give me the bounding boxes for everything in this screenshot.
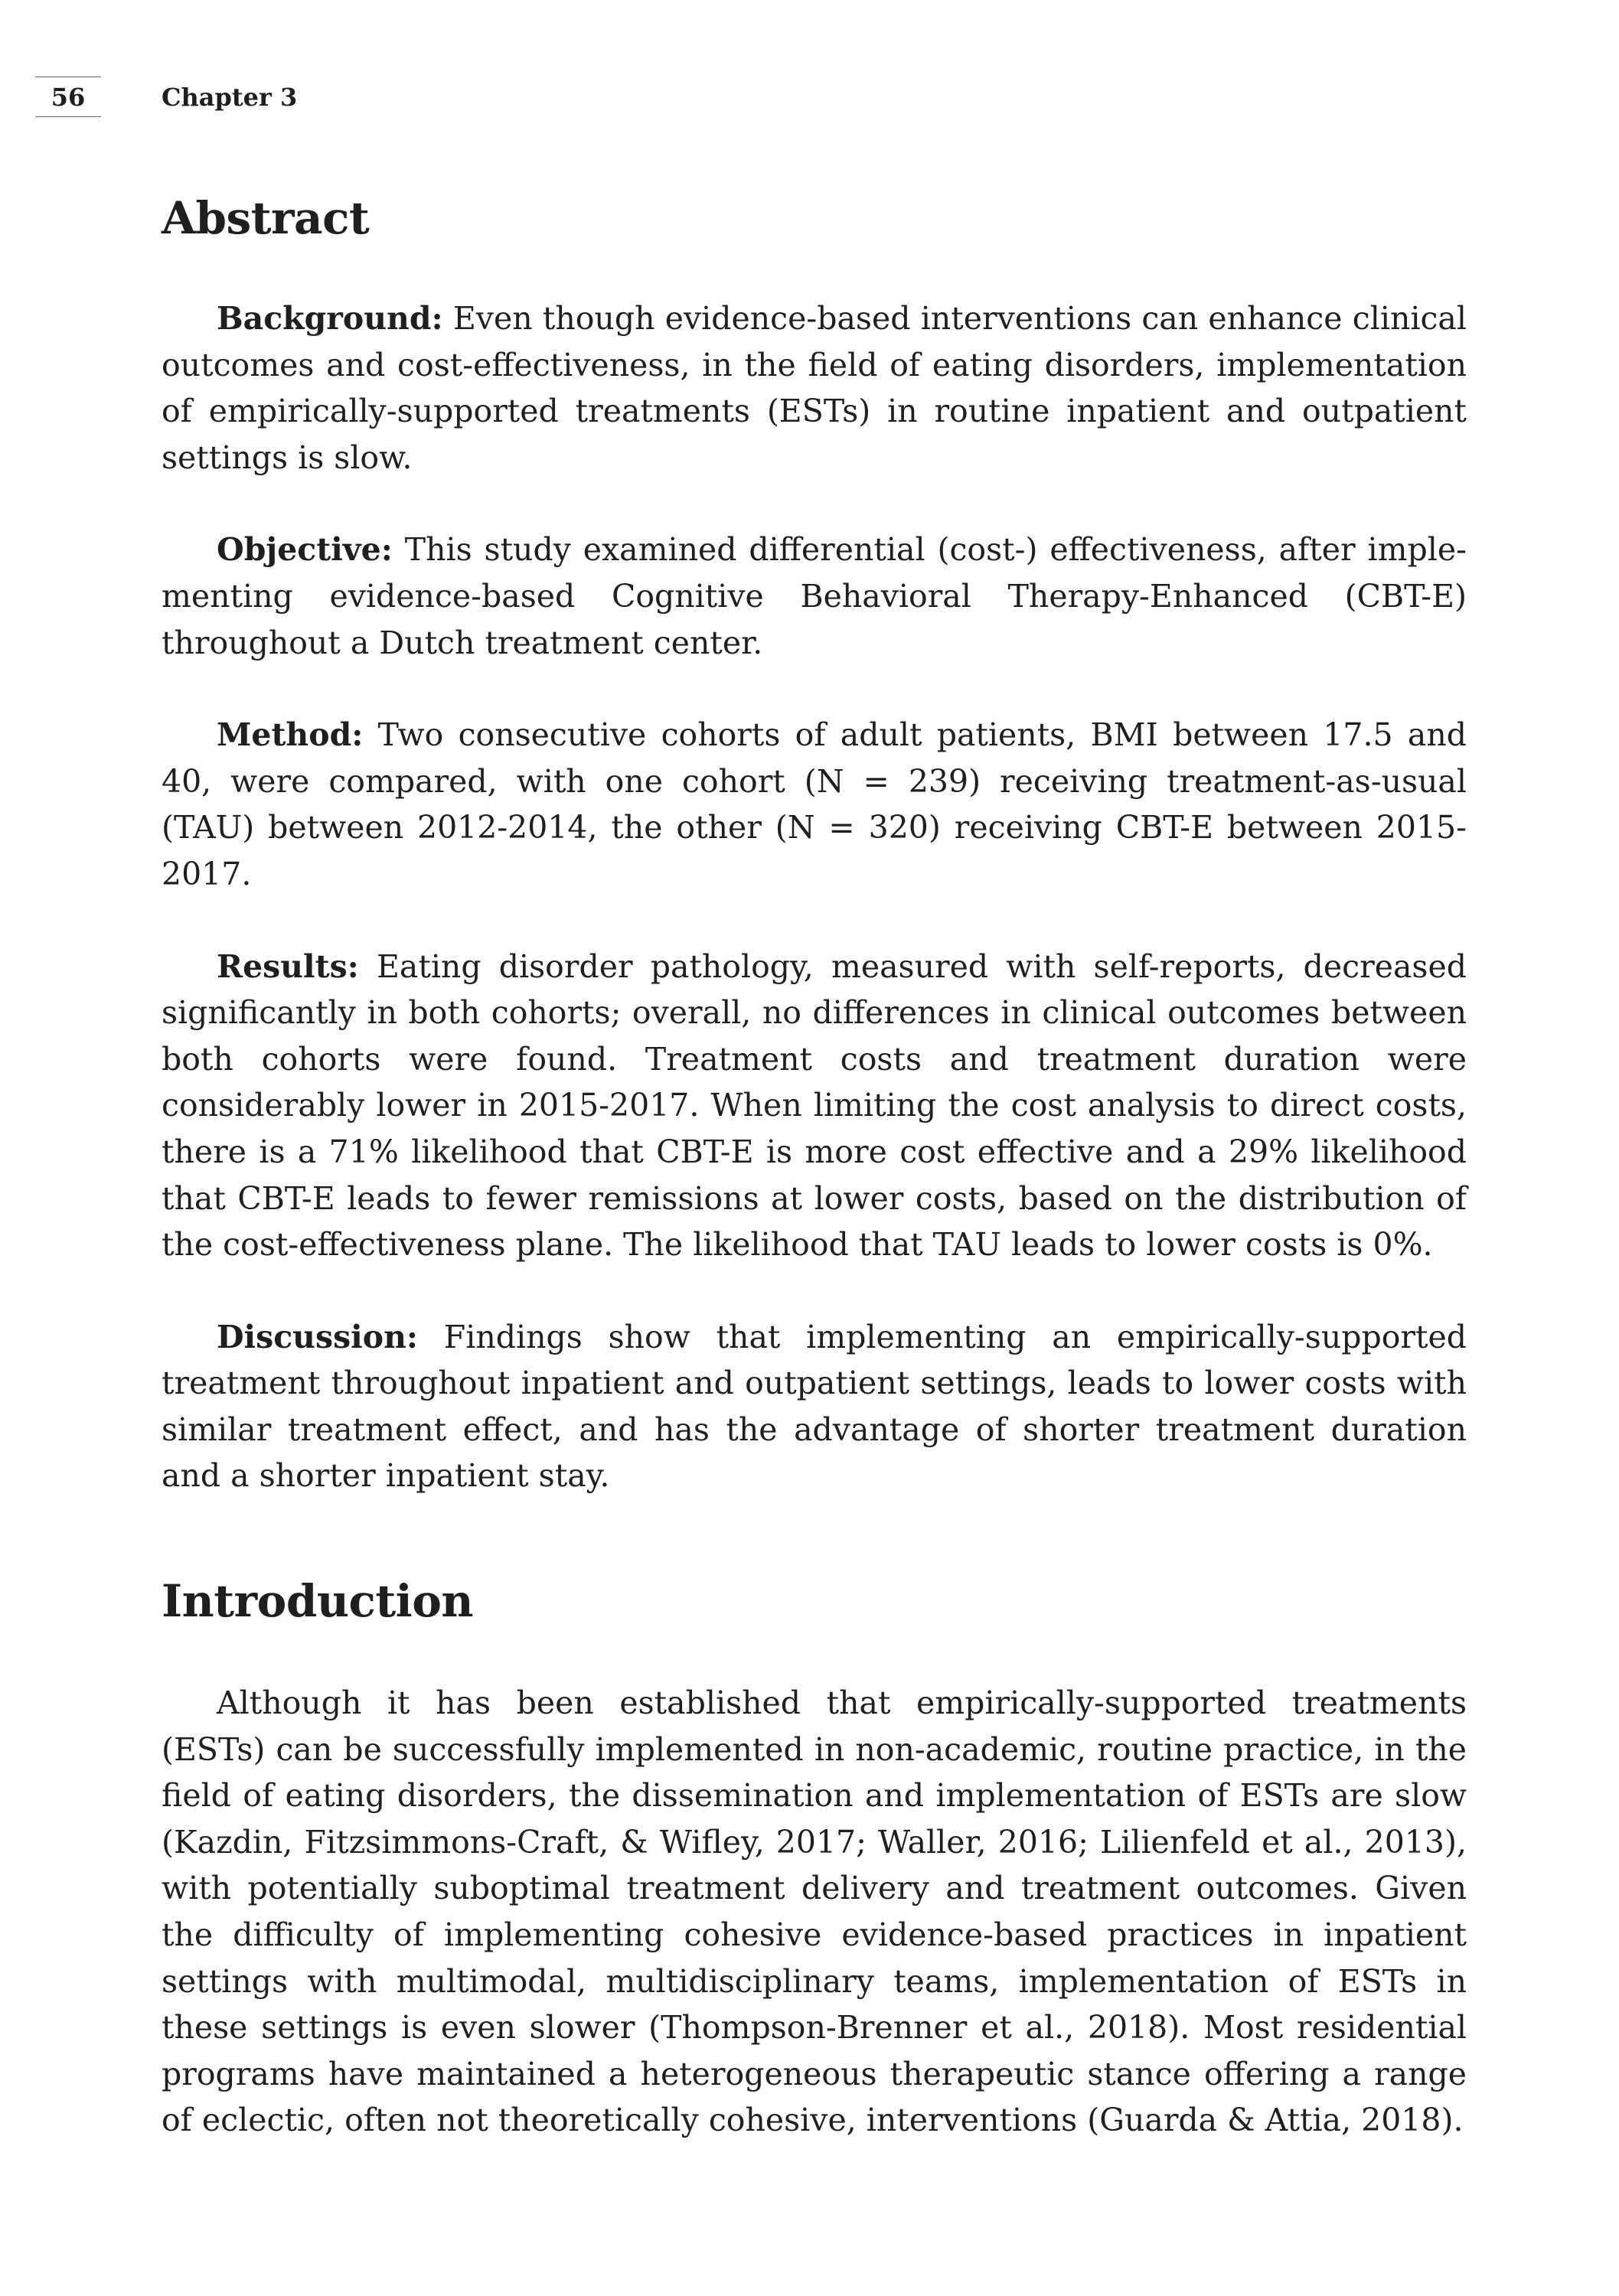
- results-text: Eating disorder pathology, measured with self-reports, decreased significantly in both cohorts; overall, no differences in clinical outcomes between both cohorts were found. Treatment costs and treatment duration were considerably lower in 2015-2017. When limiting the cost analysis to direct costs, there is a 71% likelihood that CBT-E is more cost effective and a 29% likelihood that CBT-E leads to fewer remissions at lower costs, based on the distribution of the cost-effectiveness plane. The likelihood that TAU leads to lower costs is 0%.: [162, 947, 1467, 1264]
- introduction-heading: Introduction: [162, 1575, 474, 1628]
- discussion-label: Discussion:: [217, 1318, 419, 1355]
- abstract-background: [162, 295, 1467, 481]
- abstract-discussion: [162, 1314, 1467, 1499]
- results-label: Results:: [217, 947, 359, 985]
- objective-label: Objective:: [217, 531, 393, 569]
- chapter-label: Chapter 3: [162, 83, 298, 112]
- abstract-method: [162, 712, 1467, 897]
- introduction-paragraph: Although it has been established that empirically-supported treatments (ESTs) can be successfully implemented in non-academic, routine practice, in the field of eating disorders, the dissemination and implementation of ESTs are slow (Kazdin, Fitzsimmons-Craft, & Wifley, 2017; Waller, 2016; Lilienfeld et al., 2013), with potentially suboptimal treatment delivery and treatment outcomes. Given the difficulty of implementing cohesive evidence-based practices in inpatient settings with multimodal, multidisciplinary teams, implementation of ESTs in these settings is even slower (Thompson-Brenner et al., 2018). Most residential programs have maintained a heterogeneous therapeutic stance offering a range of eclectic, often not theoretically cohesive, interventions (Guarda & Attia, 2018).: [162, 1684, 1467, 2139]
- page-number: 56: [51, 83, 86, 112]
- method-text: Two consecutive cohorts of adult patients, BMI between 17.5 and 40, were compared, with one cohort (N = 239) receiving treatment-as-usual (TAU) between 2012-2014, the other (N = 320) receiving CBT-E between 2015-2017.: [162, 716, 1467, 892]
- abstract-objective: [162, 527, 1467, 666]
- page-content: [162, 190, 1467, 2144]
- page-number-rule-bottom: [35, 116, 101, 117]
- discussion-text: Findings show that implementing an empirically-supported treatment throughout inpatient and outpatient settings, leads to lower costs with similar treatment effect, and has the advantage of shorter treatment duration and a shorter inpatient stay.: [162, 1318, 1467, 1495]
- abstract-results: [162, 944, 1467, 1268]
- running-head: [0, 80, 1619, 126]
- background-label: Background:: [217, 300, 443, 337]
- objective-text: This study examined differential (cost-) effectiveness, after implementing evidence-based Cognitive Behavioral Therapy-Enhanced (CBT-E) throughout a Dutch treatment center.: [162, 531, 1467, 661]
- method-label: Method:: [217, 716, 364, 754]
- abstract-heading: Abstract: [162, 192, 370, 244]
- background-text: Even though evidence-based interventions can enhance clinical outcomes and cost-effectiveness, in the field of eating disorders, implementation of empirically-supported treatments (ESTs) in routine inpatient and outpatient settings is slow.: [162, 300, 1467, 476]
